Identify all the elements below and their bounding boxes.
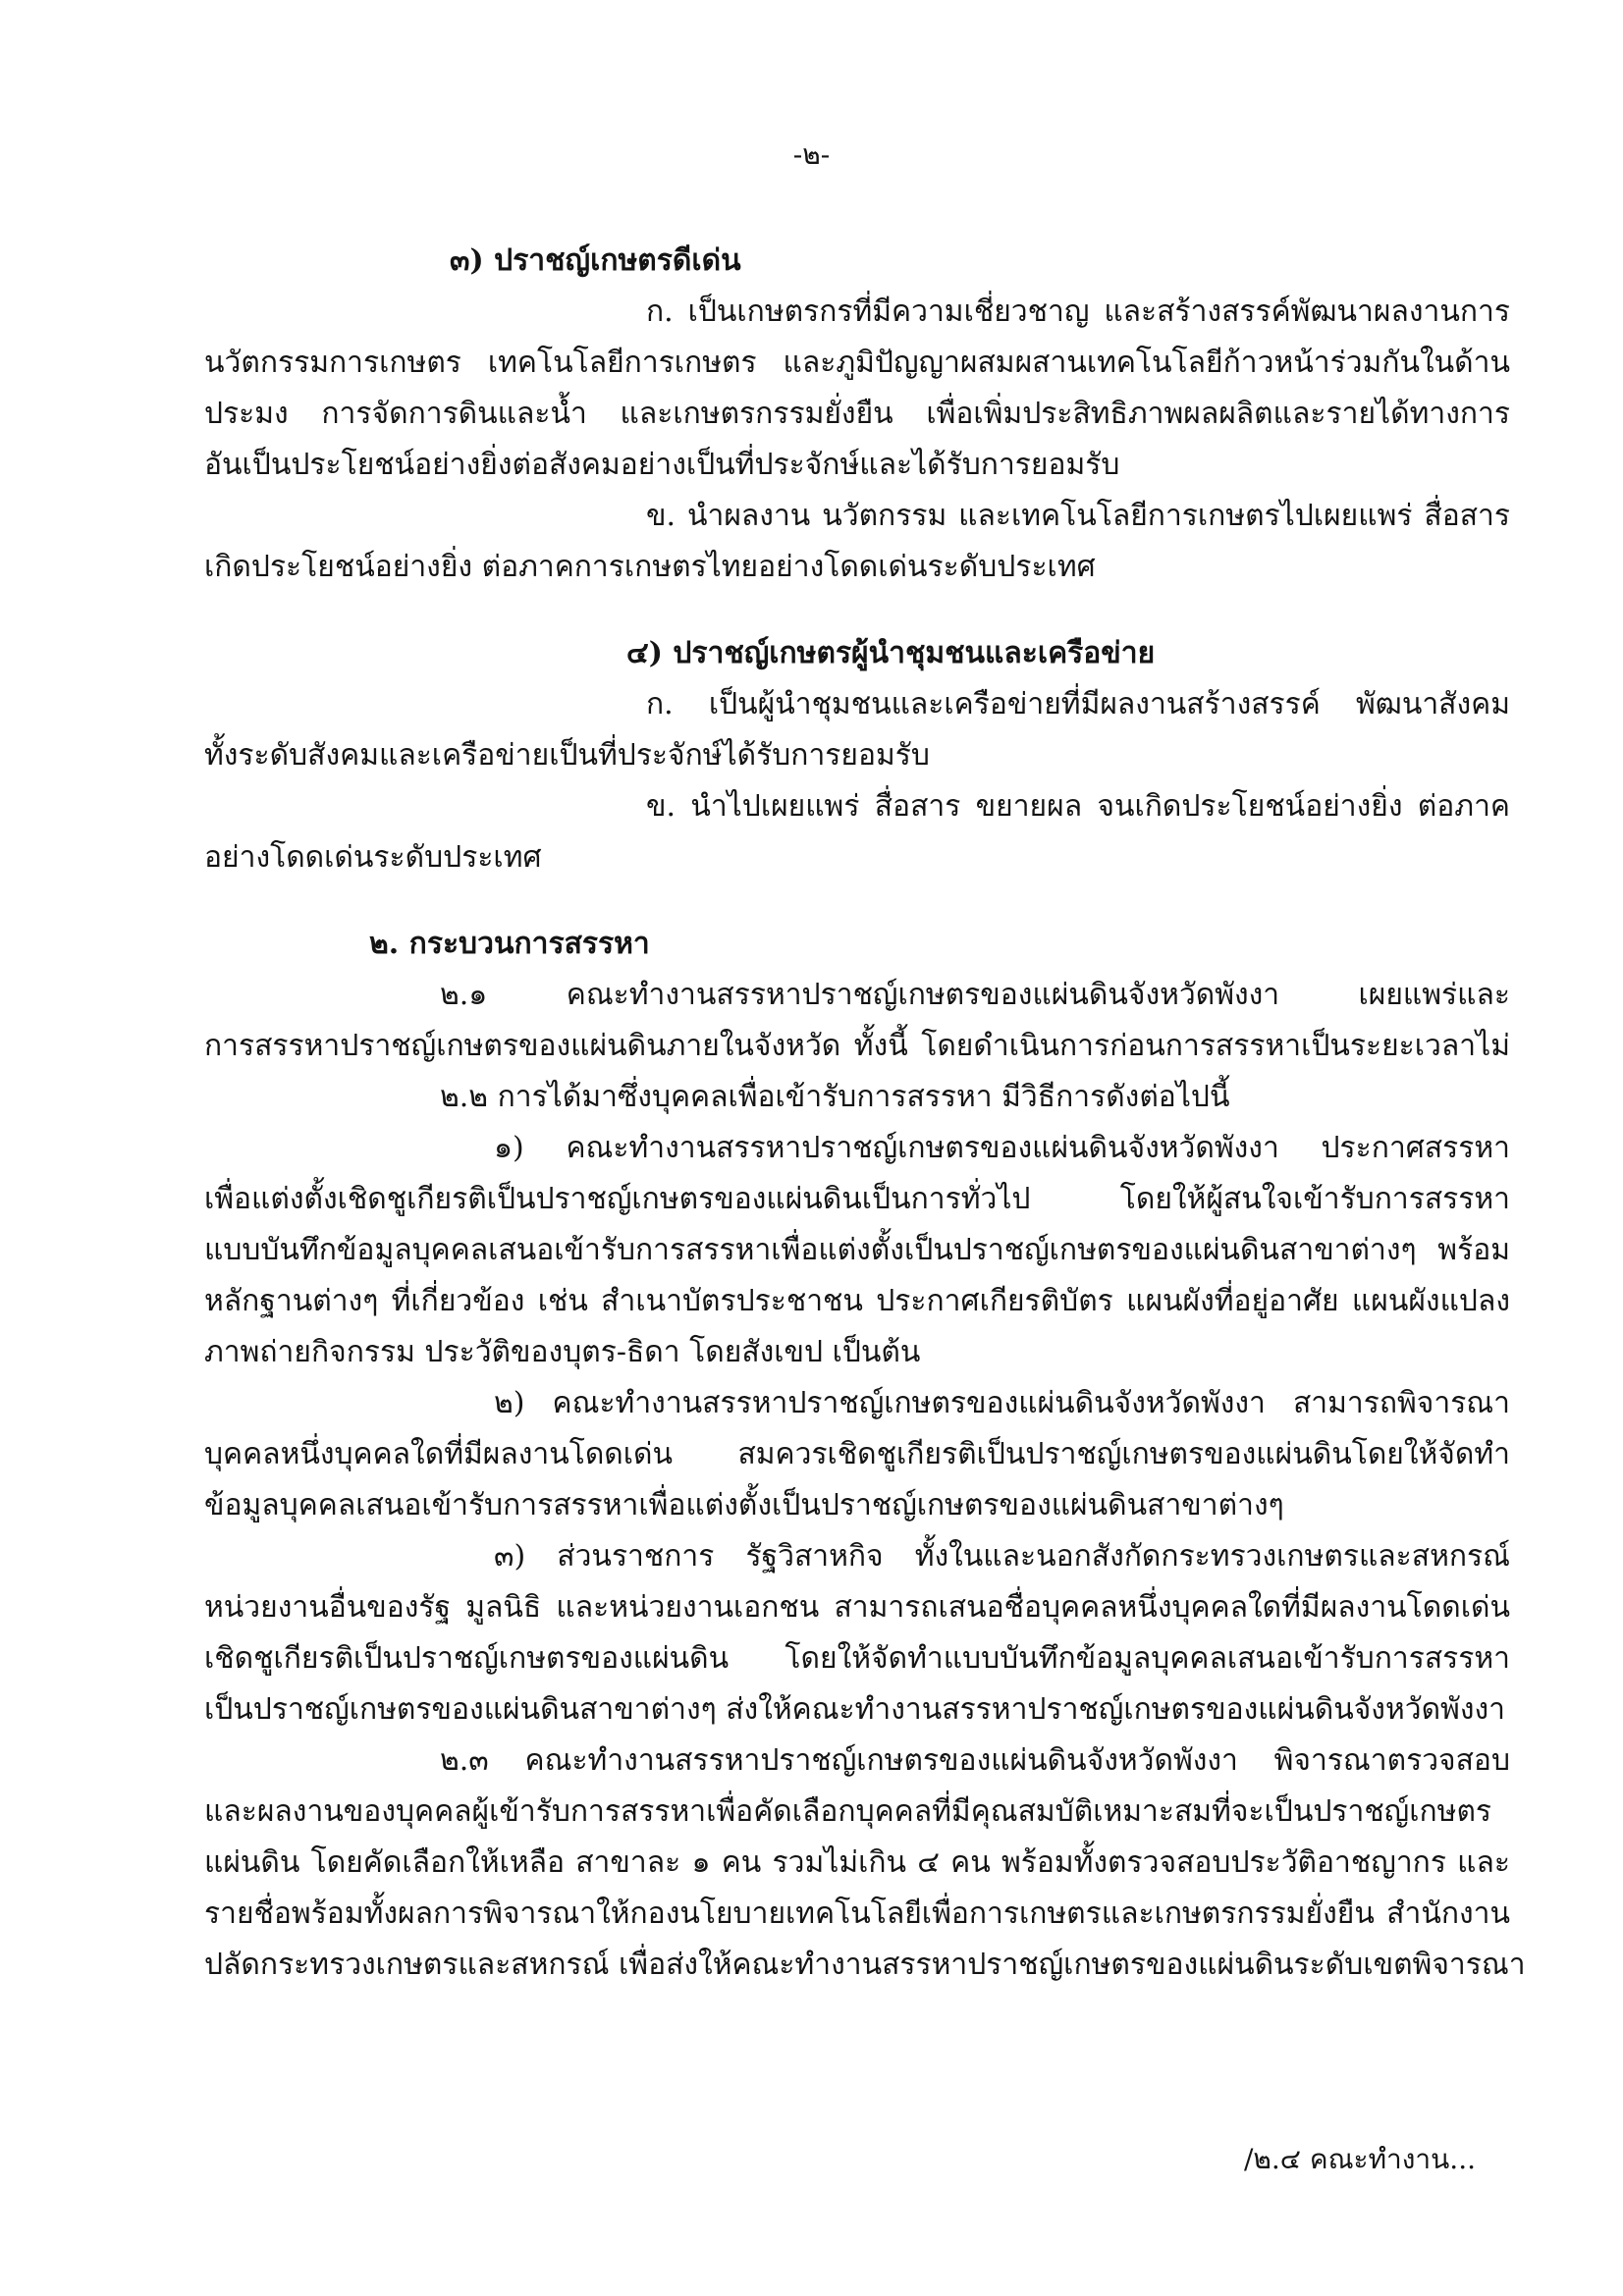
paragraph-line: แผ่นดิน โดยคัดเลือกให้เหลือ สาขาละ ๑ คน รวมไม่เกิน ๔ คน พร้อมทั้งตรวจสอบประวัติอาชญากร และ xyxy=(204,1845,1510,1880)
paragraph-line: เชิดชูเกียรติเป็นปราชญ์เกษตรของแผ่นดิน โดยให้จัดทำแบบบันทึกข้อมูลบุคคลเสนอเข้ารับการสรรหา xyxy=(204,1641,1510,1676)
heading-s3: ๓) ปราชญ์เกษตรดีเด่น xyxy=(450,243,741,278)
paragraph-line: อันเป็นประโยชน์อย่างยิ่งต่อสังคมอย่างเป็นที่ประจักษ์และได้รับการยอมรับ xyxy=(204,448,1120,482)
paragraph-line: ๑) คณะทำงานสรรหาปราชญ์เกษตรของแผ่นดินจังหวัดพังงา ประกาศสรรหา xyxy=(494,1131,1510,1165)
paragraph-line: หน่วยงานอื่นของรัฐ มูลนิธิ และหน่วยงานเอกชน สามารถเสนอชื่อบุคคลหนึ่งบุคคลใดที่มีผลงานโดดเด่น xyxy=(204,1590,1510,1625)
paragraph-line: ข. นำผลงาน นวัตกรรม และเทคโนโลยีการเกษตรไปเผยแพร่ สื่อสาร xyxy=(646,499,1510,533)
paragraph-line: ๒) คณะทำงานสรรหาปราชญ์เกษตรของแผ่นดินจังหวัดพังงา สามารถพิจารณา xyxy=(494,1386,1510,1420)
paragraph-line: นวัตกรรมการเกษตร เทคโนโลยีการเกษตร และภูมิปัญญาผสมผสานเทคโนโลยีก้าวหน้าร่วมกันในด้าน xyxy=(204,346,1510,380)
paragraph-line: เกิดประโยชน์อย่างยิ่ง ต่อภาคการเกษตรไทยอย่างโดดเด่นระดับประเทศ xyxy=(204,550,1096,584)
paragraph-line: ประมง การจัดการดินและน้ำ และเกษตรกรรมยั่งยืน เพื่อเพิ่มประสิทธิภาพผลผลิตและรายได้ทางการ xyxy=(204,397,1510,431)
paragraph-line: การสรรหาปราชญ์เกษตรของแผ่นดินภายในจังหวัด ทั้งนี้ โดยดำเนินการก่อนการสรรหาเป็นระยะเวลาไม่ xyxy=(204,1029,1510,1063)
continuation-reference: /๒.๔ คณะทำงาน... xyxy=(1243,2143,1476,2175)
page-number: -๒- xyxy=(792,138,831,171)
spacer xyxy=(204,593,1510,628)
paragraph-line: ปลัดกระทรวงเกษตรและสหกรณ์ เพื่อส่งให้คณะทำงานสรรหาปราชญ์เกษตรของแผ่นดินระดับเขตพิจารณา xyxy=(204,1948,1526,1982)
heading-process: ๒. กระบวนการสรรหา xyxy=(369,927,650,961)
paragraph-line: ๒.๓ คณะทำงานสรรหาปราชญ์เกษตรของแผ่นดินจังหวัดพังงา พิจารณาตรวจสอบ xyxy=(440,1743,1510,1778)
paragraph-line: เพื่อแต่งตั้งเชิดชูเกียรติเป็นปราชญ์เกษตรของแผ่นดินเป็นการทั่วไป โดยให้ผู้สนใจเข้ารับการสรรหา xyxy=(204,1182,1510,1216)
paragraph-line: ภาพถ่ายกิจกรรม ประวัติของบุตร-ธิดา โดยสังเขป เป็นต้น xyxy=(204,1335,921,1369)
paragraph-line: ๒.๑ คณะทำงานสรรหาปราชญ์เกษตรของแผ่นดินจังหวัดพังงา เผยแพร่และ xyxy=(440,978,1510,1012)
paragraph-line: ก. เป็นผู้นำชุมชนและเครือข่ายที่มีผลงานสร้างสรรค์ พัฒนาสังคม xyxy=(646,687,1510,721)
paragraph-line: ๓) ส่วนราชการ รัฐวิสาหกิจ ทั้งในและนอกสังกัดกระทรวงเกษตรและสหกรณ์ xyxy=(494,1539,1510,1574)
document-body xyxy=(204,236,1526,1991)
paragraph-line: และผลงานของบุคคลผู้เข้ารับการสรรหาเพื่อคัดเลือกบุคคลที่มีคุณสมบัติเหมาะสมที่จะเป็นปราชญ์เกษตร xyxy=(204,1794,1492,1829)
paragraph-line: ทั้งระดับสังคมและเครือข่ายเป็นที่ประจักษ์ได้รับการยอมรับ xyxy=(204,738,930,773)
heading-s4: ๔) ปราชญ์เกษตรผู้นำชุมชนและเครือข่าย xyxy=(626,636,1156,670)
spacer xyxy=(204,883,1510,919)
paragraph-line: ข้อมูลบุคคลเสนอเข้ารับการสรรหาเพื่อแต่งตั้งเป็นปราชญ์เกษตรของแผ่นดินสาขาต่างๆ xyxy=(204,1488,1284,1522)
paragraph-line: ก. เป็นเกษตรกรที่มีความเชี่ยวชาญ และสร้างสรรค์พัฒนาผลงานการ xyxy=(646,294,1510,329)
paragraph-line: หลักฐานต่างๆ ที่เกี่ยวข้อง เช่น สำเนาบัตรประชาชน ประกาศเกียรติบัตร แผนผังที่อยู่อาศัย แผนผังแปลง xyxy=(204,1284,1510,1318)
paragraph-line: แบบบันทึกข้อมูลบุคคลเสนอเข้ารับการสรรหาเพื่อแต่งตั้งเป็นปราชญ์เกษตรของแผ่นดินสาขาต่างๆ พร้อม xyxy=(204,1233,1510,1267)
paragraph-line: รายชื่อพร้อมทั้งผลการพิจารณาให้กองนโยบายเทคโนโลยีเพื่อการเกษตรและเกษตรกรรมยั่งยืน สำนักงาน xyxy=(204,1896,1510,1931)
paragraph-line: เป็นปราชญ์เกษตรของแผ่นดินสาขาต่างๆ ส่งให้คณะทำงานสรรหาปราชญ์เกษตรของแผ่นดินจังหวัดพังงา xyxy=(204,1692,1505,1727)
paragraph-line: บุคคลหนึ่งบุคคลใดที่มีผลงานโดดเด่น สมควรเชิดชูเกียรติเป็นปราชญ์เกษตรของแผ่นดินโดยให้จัดทำ xyxy=(204,1437,1510,1471)
paragraph-line: ข. นำไปเผยแพร่ สื่อสาร ขยายผล จนเกิดประโยชน์อย่างยิ่ง ต่อภาค xyxy=(646,789,1510,824)
paragraph-line: อย่างโดดเด่นระดับประเทศ xyxy=(204,840,542,875)
paragraph-line: ๒.๒ การได้มาซึ่งบุคคลเพื่อเข้ารับการสรรหา มีวิธีการดังต่อไปนี้ xyxy=(440,1080,1230,1114)
